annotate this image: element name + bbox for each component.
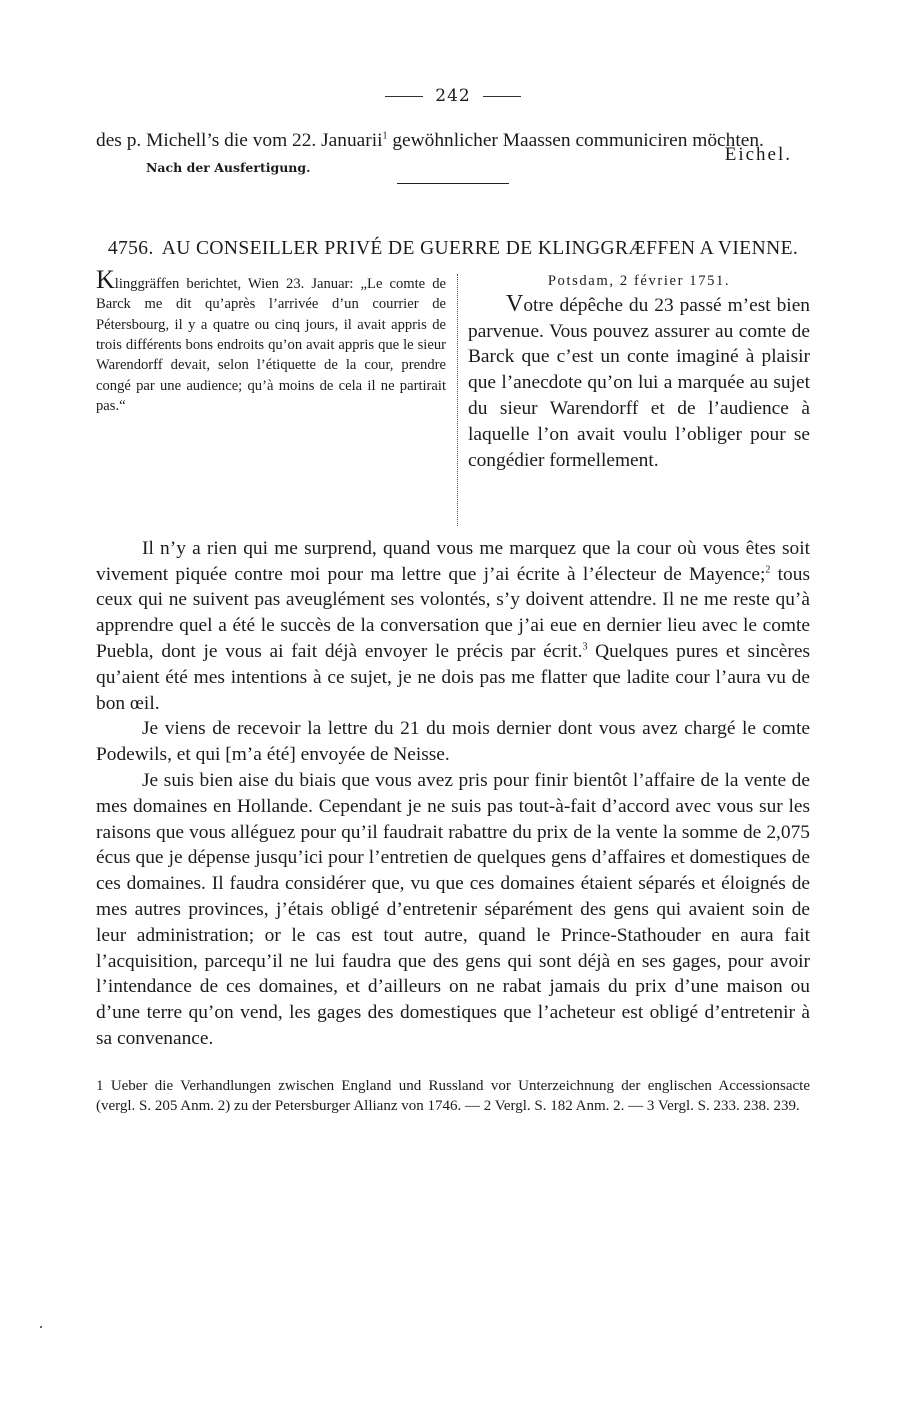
column-divider xyxy=(457,274,458,526)
reply-column xyxy=(468,270,810,474)
footnote-ref-3: 3 xyxy=(582,641,588,653)
report-summary-text: linggräffen berichtet, Wien 23. Januar: „Le comte de Barck me dit qu’après l’arrivée d’un courrier de Pétersbourg, il y a quatre ou cinq jours, il avait appris de trois différents bons endroits qu’on avait appris que le sieur Warendorff devait, selon l’étiquette de la cour, prendre congé par une audience; qu’à moins de cela il ne partirait pas.“ xyxy=(96,275,446,415)
margin-speck xyxy=(40,1326,42,1328)
footnotes: 1 Ueber die Verhandlungen zwischen England und Russland vor Unterzeichnung der englischen Accessionsacte (vergl. S. 205 Anm. 2) zu der Petersburger Allianz von 1746. — 2 Vergl. S. 182 Anm. 2. — 3 Vergl. S. 233. 238. 239. xyxy=(96,1077,810,1114)
letter-number: 4756. xyxy=(107,237,154,259)
body-paragraph-1 xyxy=(96,536,810,717)
body-paragraph-1-part-a: Il n’y a rien qui me surprend, quand vous me marquez que la cour où vous êtes soit vivement piquée contre moi pour ma lettre que j’ai écrite à l’électeur de Mayence; xyxy=(96,537,810,585)
reply-text: otre dépêche du 23 passé m’est bien parvenue. Vous pouvez assurer au comte de Barck que c’est un conte imaginé à plaisir que l’anecdote qu’on lui a marquée au sujet du sieur Warendorff et de l’audience à laquelle l’on avait voulu l’obliger pour se congédier formellement. xyxy=(468,294,810,471)
section-rule xyxy=(397,183,509,184)
body-paragraph-1-part-c: Quelques pures et sincères qu’aient été mes intentions à ce sujet, je ne dois pas me flatter que ladite cour l’aura vu de bon œil. xyxy=(96,640,810,714)
continuation-paragraph xyxy=(96,128,810,154)
report-summary xyxy=(96,264,446,417)
continuation-text: des p. Michell’s die vom 22. Januarii xyxy=(96,130,383,151)
source-note: Nach der Ausfertigung. xyxy=(146,159,311,175)
signature: Eichel. xyxy=(724,143,792,165)
footnote-ref-2: 2 xyxy=(765,564,771,576)
reply-text-block xyxy=(468,292,810,474)
dateline: Potsdam, 2 février 1751. xyxy=(547,272,731,289)
continuation-rest: gewöhnlicher Maassen communiciren möchten. xyxy=(387,130,764,151)
letter-heading xyxy=(96,236,810,262)
drop-cap-right: V xyxy=(506,290,524,317)
page-number-line xyxy=(96,86,810,110)
two-column-block xyxy=(96,264,810,532)
drop-cap-left: K xyxy=(96,264,115,294)
letter-title: AU CONSEILLER PRIVÉ DE GUERRE DE KLINGGRÆFFEN A VIENNE. xyxy=(161,237,799,259)
body-paragraph-2: Je viens de recevoir la lettre du 21 du mois dernier dont vous avez chargé le comte Podewils, et qui [m’a été] envoyée de Neisse. xyxy=(96,718,810,766)
body-paragraph-3: Je suis bien aise du biais que vous avez pris pour finir bientôt l’affaire de la vente de mes domaines en Hollande. Cependant je ne suis pas tout-à-fait d’accord avec vous sur les raisons que vous alléguez pour qu’il faudrait rabattre du prix de la vente la somme de 2,075 écus que je dépense jusqu’ici pour l’entretien de quelques gens d’affaires et domestiques de ces domaines. Il faudra considérer que, vu que ces domaines étaient séparés et éloignés de mes autres provinces, j’étais obligé d’entretenir séparément des gens qui avaient soin de leur administration; or le cas est tout autre, quand le Prince-Stathouder en aura fait l’acquisition, parcequ’il ne lui faudra que des gens qui sont déjà en ses gages, pour avoir l’intendance de ces domaines, et d’ailleurs on ne rabat jamais du prix d’une maison ou d’une terre qu’on vend, les gages des domestiques que l’acheteur est obligé d’entretenir à sa convenance. xyxy=(96,769,810,1049)
folio-dash-left xyxy=(385,96,423,97)
page xyxy=(96,86,810,1116)
body-paragraph-1-part-b: tous ceux qui ne suivent pas aveuglément ses volontés, s’y doivent attendre. Il ne me reste qu’à apprendre quel a été le succès de la conversation que j’ai eue en dernier lieu avec le comte Puebla, dont je vous ai fait déjà envoyer le précis par écrit. xyxy=(96,563,810,662)
folio-dash-right xyxy=(483,96,521,97)
footnote-ref-1: 1 xyxy=(382,130,388,142)
page-number: 242 xyxy=(435,86,471,106)
